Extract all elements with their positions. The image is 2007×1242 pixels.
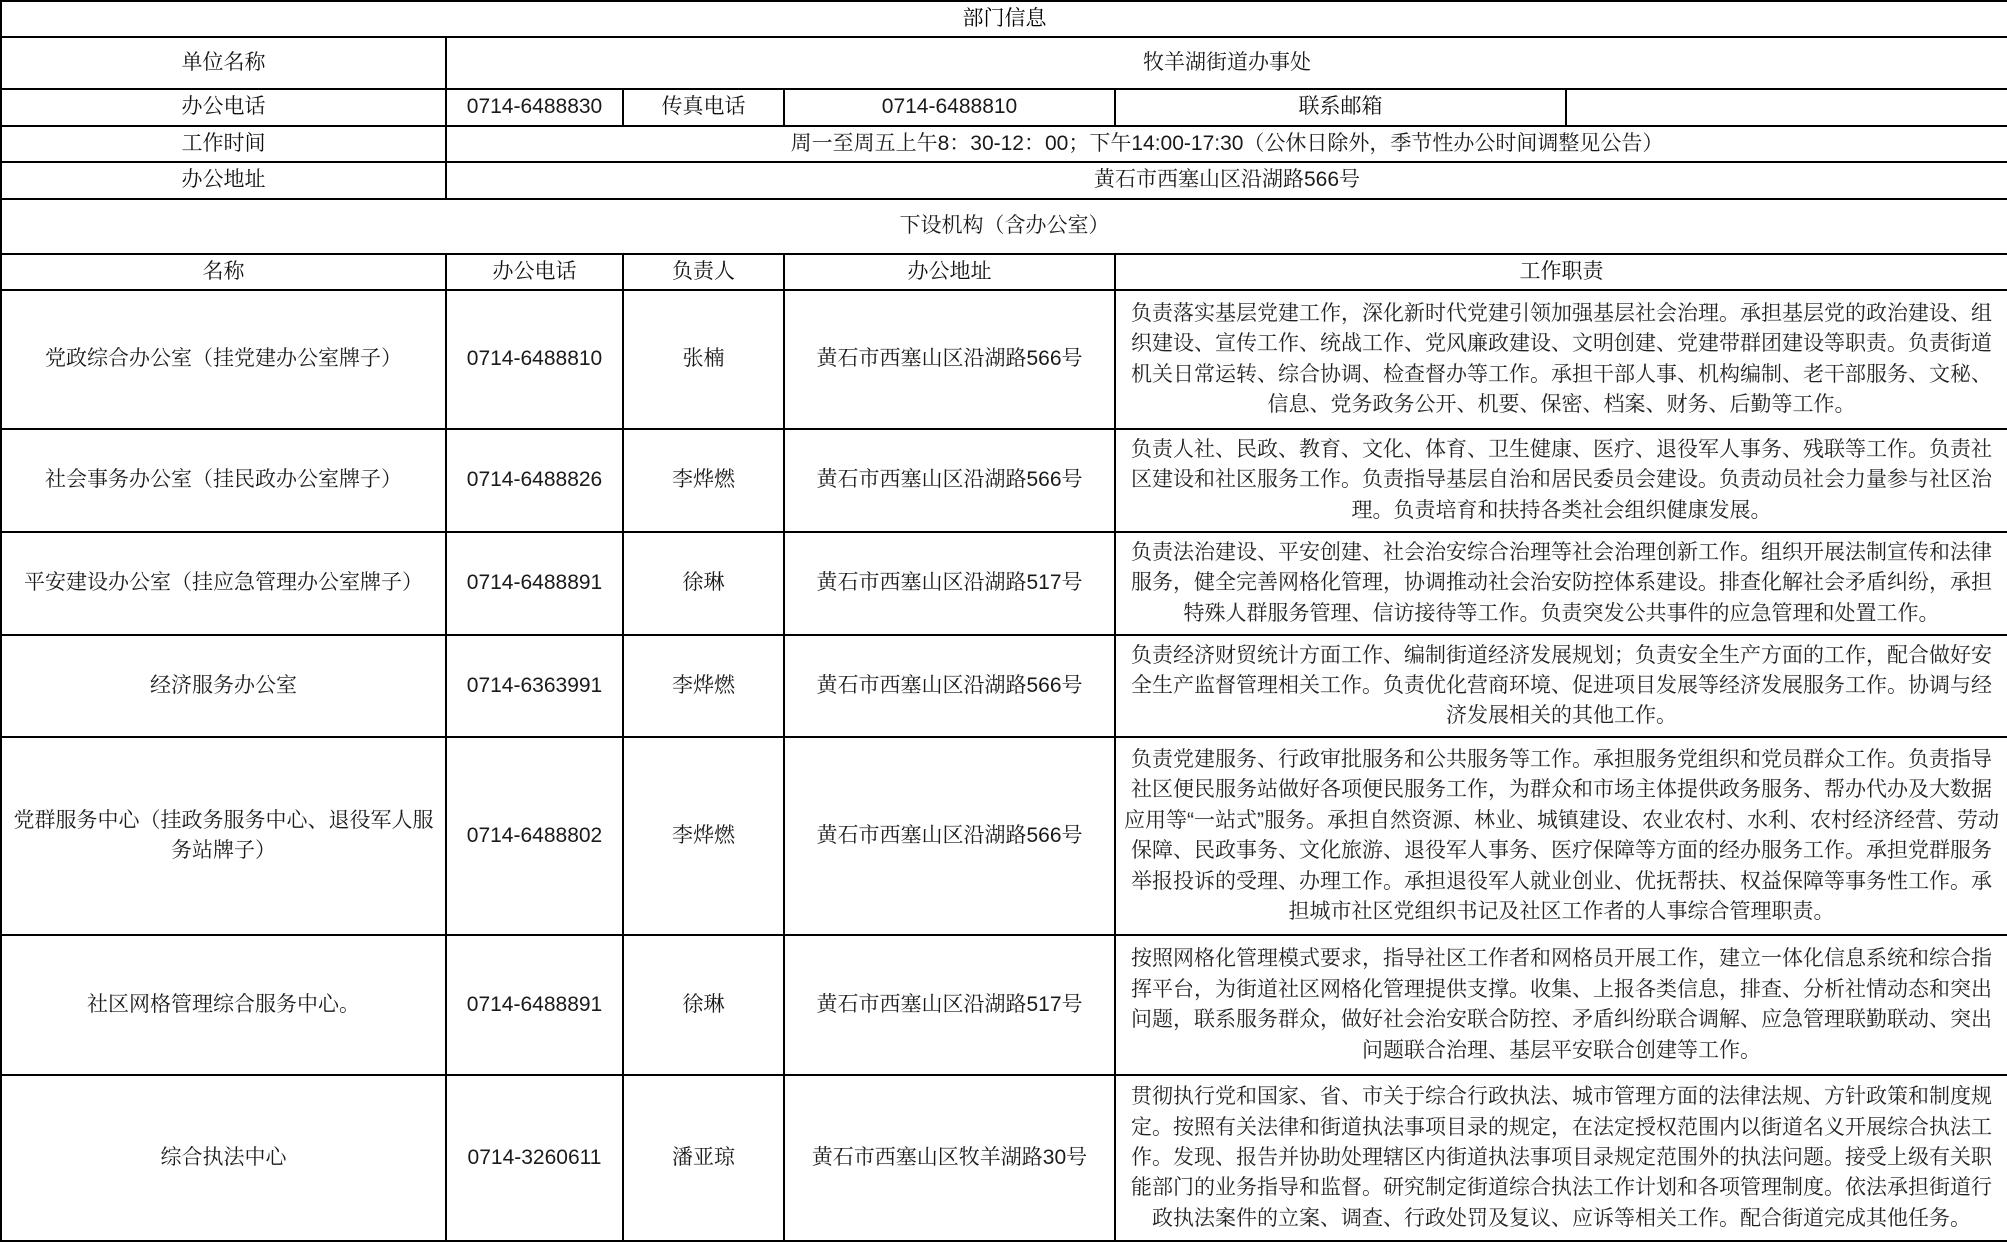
org-row: [1, 737, 2007, 935]
org-address: 黄石市西塞山区牧羊湖路30号: [784, 1075, 1115, 1241]
org-row: [1, 290, 2007, 429]
office-address-value: 黄石市西塞山区沿湖路566号: [446, 162, 2007, 198]
org-duty: 按照网格化管理模式要求，指导社区工作者和网格员开展工作，建立一体化信息系统和综合指挥平台，为街道社区网格化管理提供支撑。收集、上报各类信息，排查、分析社情动态和突出问题，联系服务群众，做好社会治安联合防控、矛盾纠纷联合调解、应急管理联勤联动、突出问题联合治理、基层平安联合创建等工作。: [1115, 935, 2007, 1075]
office-address-row: [1, 162, 2007, 198]
org-name: 平安建设办公室（挂应急管理办公室牌子）: [1, 532, 446, 635]
org-name: 党政综合办公室（挂党建办公室牌子）: [1, 290, 446, 429]
work-hours-row: [1, 126, 2007, 162]
org-phone: 0714-6488826: [446, 429, 623, 532]
org-head: 李烨燃: [623, 429, 784, 532]
email-value: [1566, 89, 2007, 125]
org-phone: 0714-3260611: [446, 1075, 623, 1241]
unit-name-row: [1, 37, 2007, 89]
title-row: [1, 1, 2007, 37]
org-row: [1, 532, 2007, 635]
office-phone-value: 0714-6488830: [446, 89, 623, 125]
org-row: [1, 635, 2007, 737]
org-header-duty: 工作职责: [1115, 254, 2007, 290]
page-title: 部门信息: [1, 1, 2007, 37]
org-address: 黄石市西塞山区沿湖路517号: [784, 532, 1115, 635]
org-head: 徐琳: [623, 532, 784, 635]
org-header-head: 负责人: [623, 254, 784, 290]
section-title-row: [1, 199, 2007, 254]
org-head: 张楠: [623, 290, 784, 429]
org-phone: 0714-6488810: [446, 290, 623, 429]
org-header-phone: 办公电话: [446, 254, 623, 290]
work-hours-label: 工作时间: [1, 126, 446, 162]
org-duty: 负责人社、民政、教育、文化、体育、卫生健康、医疗、退役军人事务、残联等工作。负责社区建设和社区服务工作。负责指导基层自治和居民委员会建设。负责动员社会力量参与社区治理。负责培育和扶持各类社会组织健康发展。: [1115, 429, 2007, 532]
org-name: 社会事务办公室（挂民政办公室牌子）: [1, 429, 446, 532]
org-row: [1, 1075, 2007, 1241]
org-address: 黄石市西塞山区沿湖路566号: [784, 429, 1115, 532]
org-address: 黄石市西塞山区沿湖路517号: [784, 935, 1115, 1075]
section-title: 下设机构（含办公室）: [1, 199, 2007, 254]
org-phone: 0714-6488891: [446, 532, 623, 635]
org-phone: 0714-6363991: [446, 635, 623, 737]
org-name: 党群服务中心（挂政务服务中心、退役军人服务站牌子）: [1, 737, 446, 935]
org-name: 经济服务办公室: [1, 635, 446, 737]
contact-row: [1, 89, 2007, 125]
unit-name-label: 单位名称: [1, 37, 446, 89]
org-name: 综合执法中心: [1, 1075, 446, 1241]
org-duty: 贯彻执行党和国家、省、市关于综合行政执法、城市管理方面的法律法规、方针政策和制度规定。按照有关法律和街道执法事项目录的规定，在法定授权范围内以街道名义开展综合执法工作。发现、报告并协助处理辖区内街道执法事项目录规定范围外的执法问题。接受上级有关职能部门的业务指导和监督。研究制定街道综合执法工作计划和各项管理制度。依法承担街道行政执法案件的立案、调查、行政处罚及复议、应诉等相关工作。配合街道完成其他任务。: [1115, 1075, 2007, 1241]
org-phone: 0714-6488802: [446, 737, 623, 935]
org-duty: 负责党建服务、行政审批服务和公共服务等工作。承担服务党组织和党员群众工作。负责指导社区便民服务站做好各项便民服务工作，为群众和市场主体提供政务服务、帮办代办及大数据应用等“一站式”服务。承担自然资源、林业、城镇建设、农业农村、水利、农村经济经营、劳动保障、民政事务、文化旅游、退役军人事务、医疗保障等方面的经办服务工作。承担党群服务举报投诉的受理、办理工作。承担退役军人就业创业、优抚帮扶、权益保障等事务性工作。承担城市社区党组织书记及社区工作者的人事综合管理职责。: [1115, 737, 2007, 935]
org-head: 李烨燃: [623, 635, 784, 737]
org-name: 社区网格管理综合服务中心。: [1, 935, 446, 1075]
org-address: 黄石市西塞山区沿湖路566号: [784, 635, 1115, 737]
org-row: [1, 935, 2007, 1075]
org-phone: 0714-6488891: [446, 935, 623, 1075]
org-address: 黄石市西塞山区沿湖路566号: [784, 737, 1115, 935]
org-address: 黄石市西塞山区沿湖路566号: [784, 290, 1115, 429]
fax-value: 0714-6488810: [784, 89, 1115, 125]
org-header-address: 办公地址: [784, 254, 1115, 290]
fax-label: 传真电话: [623, 89, 784, 125]
org-row: [1, 429, 2007, 532]
org-duty: 负责法治建设、平安创建、社会治安综合治理等社会治理创新工作。组织开展法制宣传和法律服务，健全完善网格化管理，协调推动社会治安防控体系建设。排查化解社会矛盾纠纷，承担特殊人群服务管理、信访接待等工作。负责突发公共事件的应急管理和处置工作。: [1115, 532, 2007, 635]
org-header-row: [1, 254, 2007, 290]
org-head: 潘亚琼: [623, 1075, 784, 1241]
office-address-label: 办公地址: [1, 162, 446, 198]
org-head: 李烨燃: [623, 737, 784, 935]
email-label: 联系邮箱: [1115, 89, 1566, 125]
work-hours-value: 周一至周五上午8：30-12：00；下午14:00-17:30（公休日除外，季节性办公时间调整见公告）: [446, 126, 2007, 162]
org-head: 徐琳: [623, 935, 784, 1075]
org-header-name: 名称: [1, 254, 446, 290]
org-duty: 负责落实基层党建工作，深化新时代党建引领加强基层社会治理。承担基层党的政治建设、组织建设、宣传工作、统战工作、党风廉政建设、文明创建、党建带群团建设等职责。负责街道机关日常运转、综合协调、检查督办等工作。承担干部人事、机构编制、老干部服务、文秘、信息、党务政务公开、机要、保密、档案、财务、后勤等工作。: [1115, 290, 2007, 429]
org-duty: 负责经济财贸统计方面工作、编制街道经济发展规划；负责安全生产方面的工作，配合做好安全生产监督管理相关工作。负责优化营商环境、促进项目发展等经济发展服务工作。协调与经济发展相关的其他工作。: [1115, 635, 2007, 737]
office-phone-label: 办公电话: [1, 89, 446, 125]
unit-name-value: 牧羊湖街道办事处: [446, 37, 2007, 89]
